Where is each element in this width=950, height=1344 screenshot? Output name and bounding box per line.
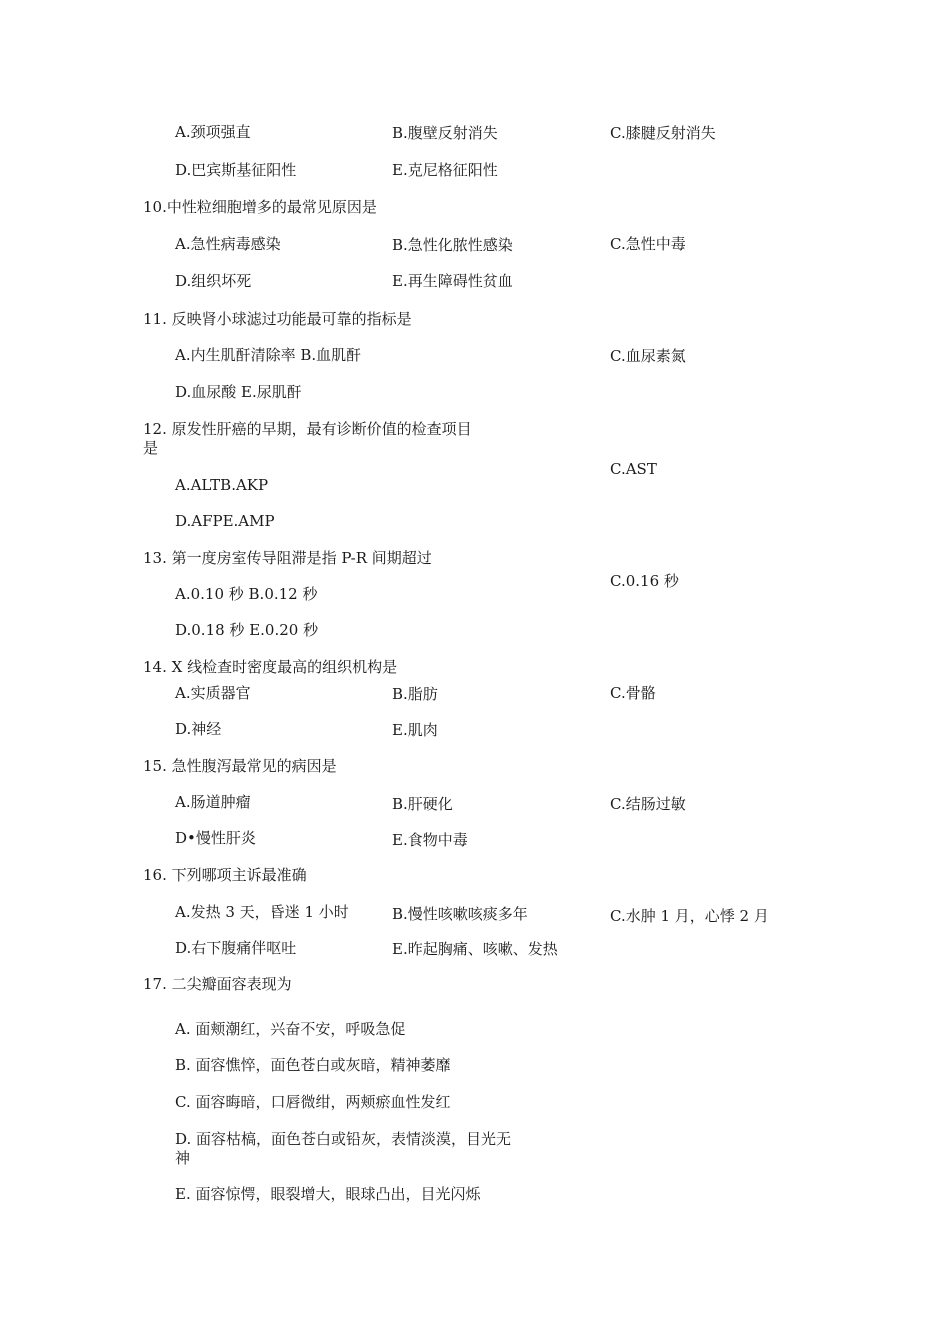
q17-option-e: E. 面容惊愕，眼裂增大，眼球凸出，目光闪烁 [175,1185,481,1203]
q13-stem: 13. 第一度房室传导阻滞是指 P-R 间期超过 [143,549,432,567]
q9-option-d: D.巴宾斯基征阳性 [175,161,297,179]
q14-option-a: A.实质器官 [175,684,251,702]
q15-option-b: B.肝硬化 [392,795,453,813]
q9-option-c: C.膝腱反射消失 [610,124,716,142]
q15-option-c: C.结肠过敏 [610,795,686,813]
q11-option-de: D.血尿酸 E.尿肌酐 [175,383,302,401]
q14-option-e: E.肌肉 [392,721,438,739]
q10-option-b: B.急性化脓性感染 [392,236,513,254]
q9-option-e: E.克尼格征阳性 [392,161,498,179]
q14-option-d: D.神经 [175,720,222,738]
q15-stem: 15. 急性腹泻最常见的病因是 [143,757,337,775]
q12-stem-line2: 是 [143,439,159,457]
q11-option-c: C.血尿素氮 [610,347,686,365]
q16-option-c: C.水肿 1 月，心悸 2 月 [610,907,769,925]
q16-stem: 16. 下列哪项主诉最准确 [143,866,307,884]
q15-option-d: D•慢性肝炎 [175,829,256,847]
q14-option-c: C.骨骼 [610,684,656,702]
q10-stem: 10.中性粒细胞增多的最常见原因是 [143,198,377,216]
q17-option-d-line1: D. 面容枯槁，面色苍白或铅灰，表情淡漠，目光无 [175,1130,512,1148]
q16-option-d: D.右下腹痛伴呕吐 [175,939,297,957]
q15-option-a: A.肠道肿瘤 [175,793,251,811]
q10-option-a: A.急性病毒感染 [175,235,281,253]
q16-option-a: A.发热 3 天，昏迷 1 小时 [175,903,349,921]
q12-option-de: D.AFPE.AMP [175,512,275,530]
q13-option-c: C.0.16 秒 [610,572,679,590]
q11-stem: 11. 反映肾小球滤过功能最可靠的指标是 [143,310,412,328]
q16-option-e: E.昨起胸痛、咳嗽、发热 [392,940,558,958]
q10-option-c: C.急性中毒 [610,235,686,253]
q9-option-b: B.腹壁反射消失 [392,124,498,142]
q10-option-e: E.再生障碍性贫血 [392,272,513,290]
q13-option-de: D.0.18 秒 E.0.20 秒 [175,621,319,639]
q16-option-b: B.慢性咳嗽咳痰多年 [392,905,528,923]
q12-option-c: C.AST [610,460,657,478]
q17-stem: 17. 二尖瓣面容表现为 [143,975,292,993]
q17-option-a: A. 面颊潮红，兴奋不安，呼吸急促 [175,1020,406,1038]
q12-stem-line1: 12. 原发性肝癌的早期，最有诊断价值的检查项目 [143,420,472,438]
q9-option-a: A.颈项强直 [175,123,251,141]
q10-option-d: D.组织坏死 [175,272,252,290]
q12-option-ab: A.ALTB.AKP [175,476,269,494]
q17-option-b: B. 面容憔悴，面色苍白或灰暗，精神萎靡 [175,1056,451,1074]
q13-option-ab: A.0.10 秒 B.0.12 秒 [175,585,318,603]
q17-option-c: C. 面容晦暗，口唇微绀，两颊瘀血性发红 [175,1093,451,1111]
q15-option-e: E.食物中毒 [392,831,468,849]
q14-stem: 14. X 线检查时密度最高的组织机构是 [143,658,398,676]
q11-option-ab: A.内生肌酐清除率 B.血肌酐 [175,346,362,364]
q14-option-b: B.脂肪 [392,685,438,703]
q17-option-d-line2: 神 [175,1149,191,1167]
